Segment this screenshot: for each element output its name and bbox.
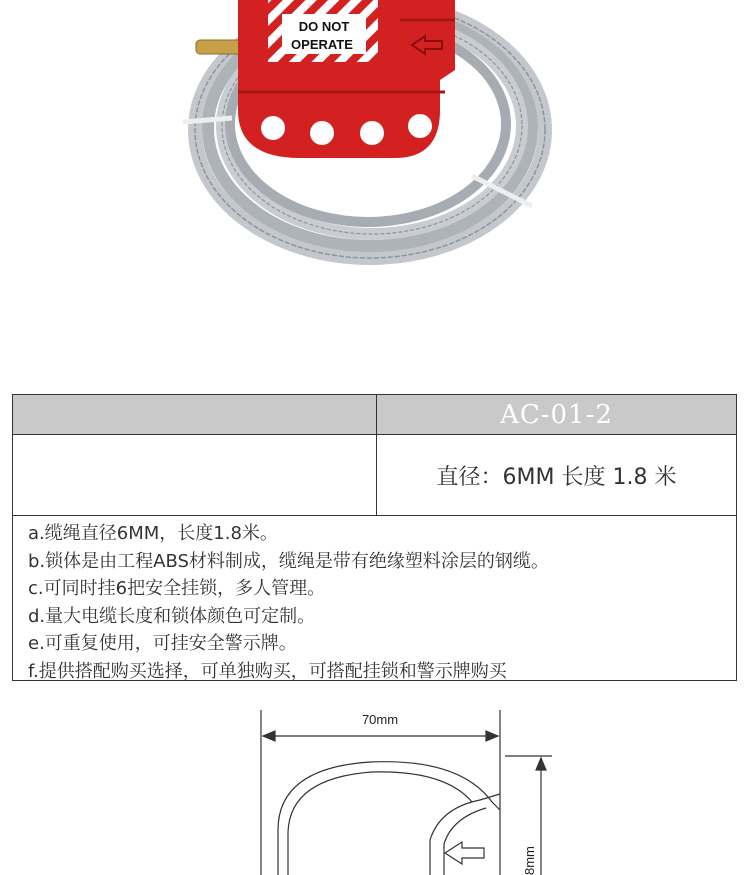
table-cell-blank [13,435,377,515]
model-number: AC-01-2 [377,395,736,435]
dimension-diagram [0,690,750,875]
width-label: 70mm [361,712,399,727]
height-label: 8mm [522,846,537,875]
spec-table [12,394,737,516]
table-header-blank [13,395,377,435]
note-b: b.锁体是由工程ABS材料制成，缆绳是带有绝缘塑料涂层的钢缆。 [28,550,549,572]
brass-pin [196,40,242,54]
note-d: d.量大电缆长度和锁体颜色可定制。 [28,605,316,627]
warning-tag [268,0,378,62]
product-photo [0,0,750,330]
tag-line-1: DO NOT [298,19,350,34]
note-c: c.可同时挂6把安全挂锁，多人管理。 [28,578,326,599]
arrow-left-icon [445,842,484,864]
note-f: f.提供搭配购买选择，可单独购买，可搭配挂锁和警示牌购买 [28,660,507,681]
spec-value: 直径：6MM 长度 1.8 米 [436,464,677,490]
note-a: a.缆绳直径6MM，长度1.8米。 [28,523,278,544]
tag-line-2: OPERATE [291,37,353,52]
note-e: e.可重复使用，可挂安全警示牌。 [28,633,297,654]
feature-notes [12,516,737,681]
